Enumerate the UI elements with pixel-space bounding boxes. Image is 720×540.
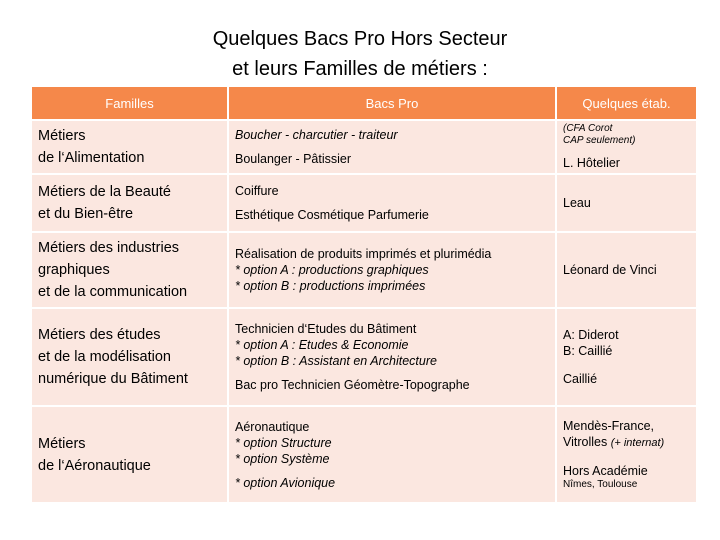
table-row — [32, 174, 696, 232]
etab-item: L. Hôtelier — [563, 156, 620, 170]
bacs-cell — [228, 120, 556, 174]
header-familles: Familles — [32, 87, 228, 120]
etab-note: Nîmes, Toulouse — [563, 479, 638, 490]
title-line-1: Quelques Bacs Pro Hors Secteur — [212, 28, 508, 50]
famille-line: Métiers des études — [38, 327, 161, 343]
famille-line: Métiers — [38, 128, 86, 144]
bacs-cell — [228, 174, 556, 232]
famille-cell — [32, 120, 228, 174]
famille-line: numérique du Bâtiment — [38, 371, 188, 387]
bac-item: Coiffure — [235, 184, 279, 198]
bac-item: Esthétique Cosmétique Parfumerie — [235, 208, 429, 222]
bac-option: * option Avionique — [235, 475, 336, 490]
famille-line: de l‘Alimentation — [38, 150, 145, 166]
famille-cell — [32, 232, 228, 308]
bac-option: * option B : productions imprimées — [235, 279, 426, 293]
famille-line: Métiers des industries — [38, 240, 180, 256]
table-row — [32, 406, 696, 502]
famille-line: de l‘Aéronautique — [38, 457, 151, 474]
title-line-2: et leurs Familles de métiers : — [232, 58, 488, 80]
etab-item: Léonard de Vinci — [563, 263, 657, 277]
etab-cell — [556, 232, 696, 308]
famille-line: et de la communication — [38, 284, 188, 300]
etab-note: (+ internat) — [610, 437, 665, 449]
etab-cell — [556, 308, 696, 406]
table-row — [32, 232, 696, 308]
etab-cell — [556, 174, 696, 232]
etab-item: Vitrolles — [563, 435, 608, 449]
bac-option: * option Structure — [235, 435, 332, 450]
etab-cell — [556, 120, 696, 174]
etab-item: Mendès-France, — [563, 419, 655, 433]
famille-cell — [32, 308, 228, 406]
famille-line: et du Bien-être — [38, 206, 134, 222]
etab-item-line — [563, 434, 690, 451]
etab-item: Caillié — [563, 372, 598, 386]
bac-option: * option A : productions graphiques — [235, 263, 429, 277]
etab-note: (CFA Corot — [563, 123, 613, 134]
famille-line: Métiers — [38, 435, 86, 452]
table-header-row — [32, 87, 696, 120]
bac-option: * option B : Assistant en Architecture — [235, 354, 437, 368]
bac-item: Bac pro Technicien Géomètre-Topographe — [235, 378, 470, 392]
bac-item: Aéronautique — [235, 419, 310, 434]
etab-item: B: Caillié — [563, 344, 613, 358]
bac-option: * option A : Etudes & Economie — [235, 338, 409, 352]
famille-line: Métiers de la Beauté — [38, 184, 171, 200]
table-row — [32, 308, 696, 406]
famille-line: graphiques — [38, 262, 110, 278]
famille-cell — [32, 174, 228, 232]
etab-item: Hors Académie — [563, 464, 648, 478]
bacs-cell — [228, 232, 556, 308]
bac-item: Boucher - charcutier - traiteur — [235, 128, 398, 142]
etab-cell — [556, 406, 696, 502]
table-row — [32, 120, 696, 174]
etab-note: CAP seulement) — [563, 135, 636, 146]
bac-item: Technicien d‘Etudes du Bâtiment — [235, 322, 417, 336]
bac-item: Boulanger - Pâtissier — [235, 152, 352, 166]
famille-cell — [32, 406, 228, 502]
famille-line: et de la modélisation — [38, 349, 171, 365]
etab-item: A: Diderot — [563, 328, 619, 342]
page-title — [0, 24, 720, 84]
bacs-cell — [228, 308, 556, 406]
etab-item: Leau — [563, 196, 591, 210]
bacs-cell — [228, 406, 556, 502]
header-bacs-pro: Bacs Pro — [228, 87, 556, 120]
header-etablissements: Quelques étab. — [556, 87, 696, 120]
bac-item: Réalisation de produits imprimés et plurimédia — [235, 247, 492, 261]
bacs-pro-table — [32, 87, 696, 502]
bac-option: * option Système — [235, 451, 330, 466]
